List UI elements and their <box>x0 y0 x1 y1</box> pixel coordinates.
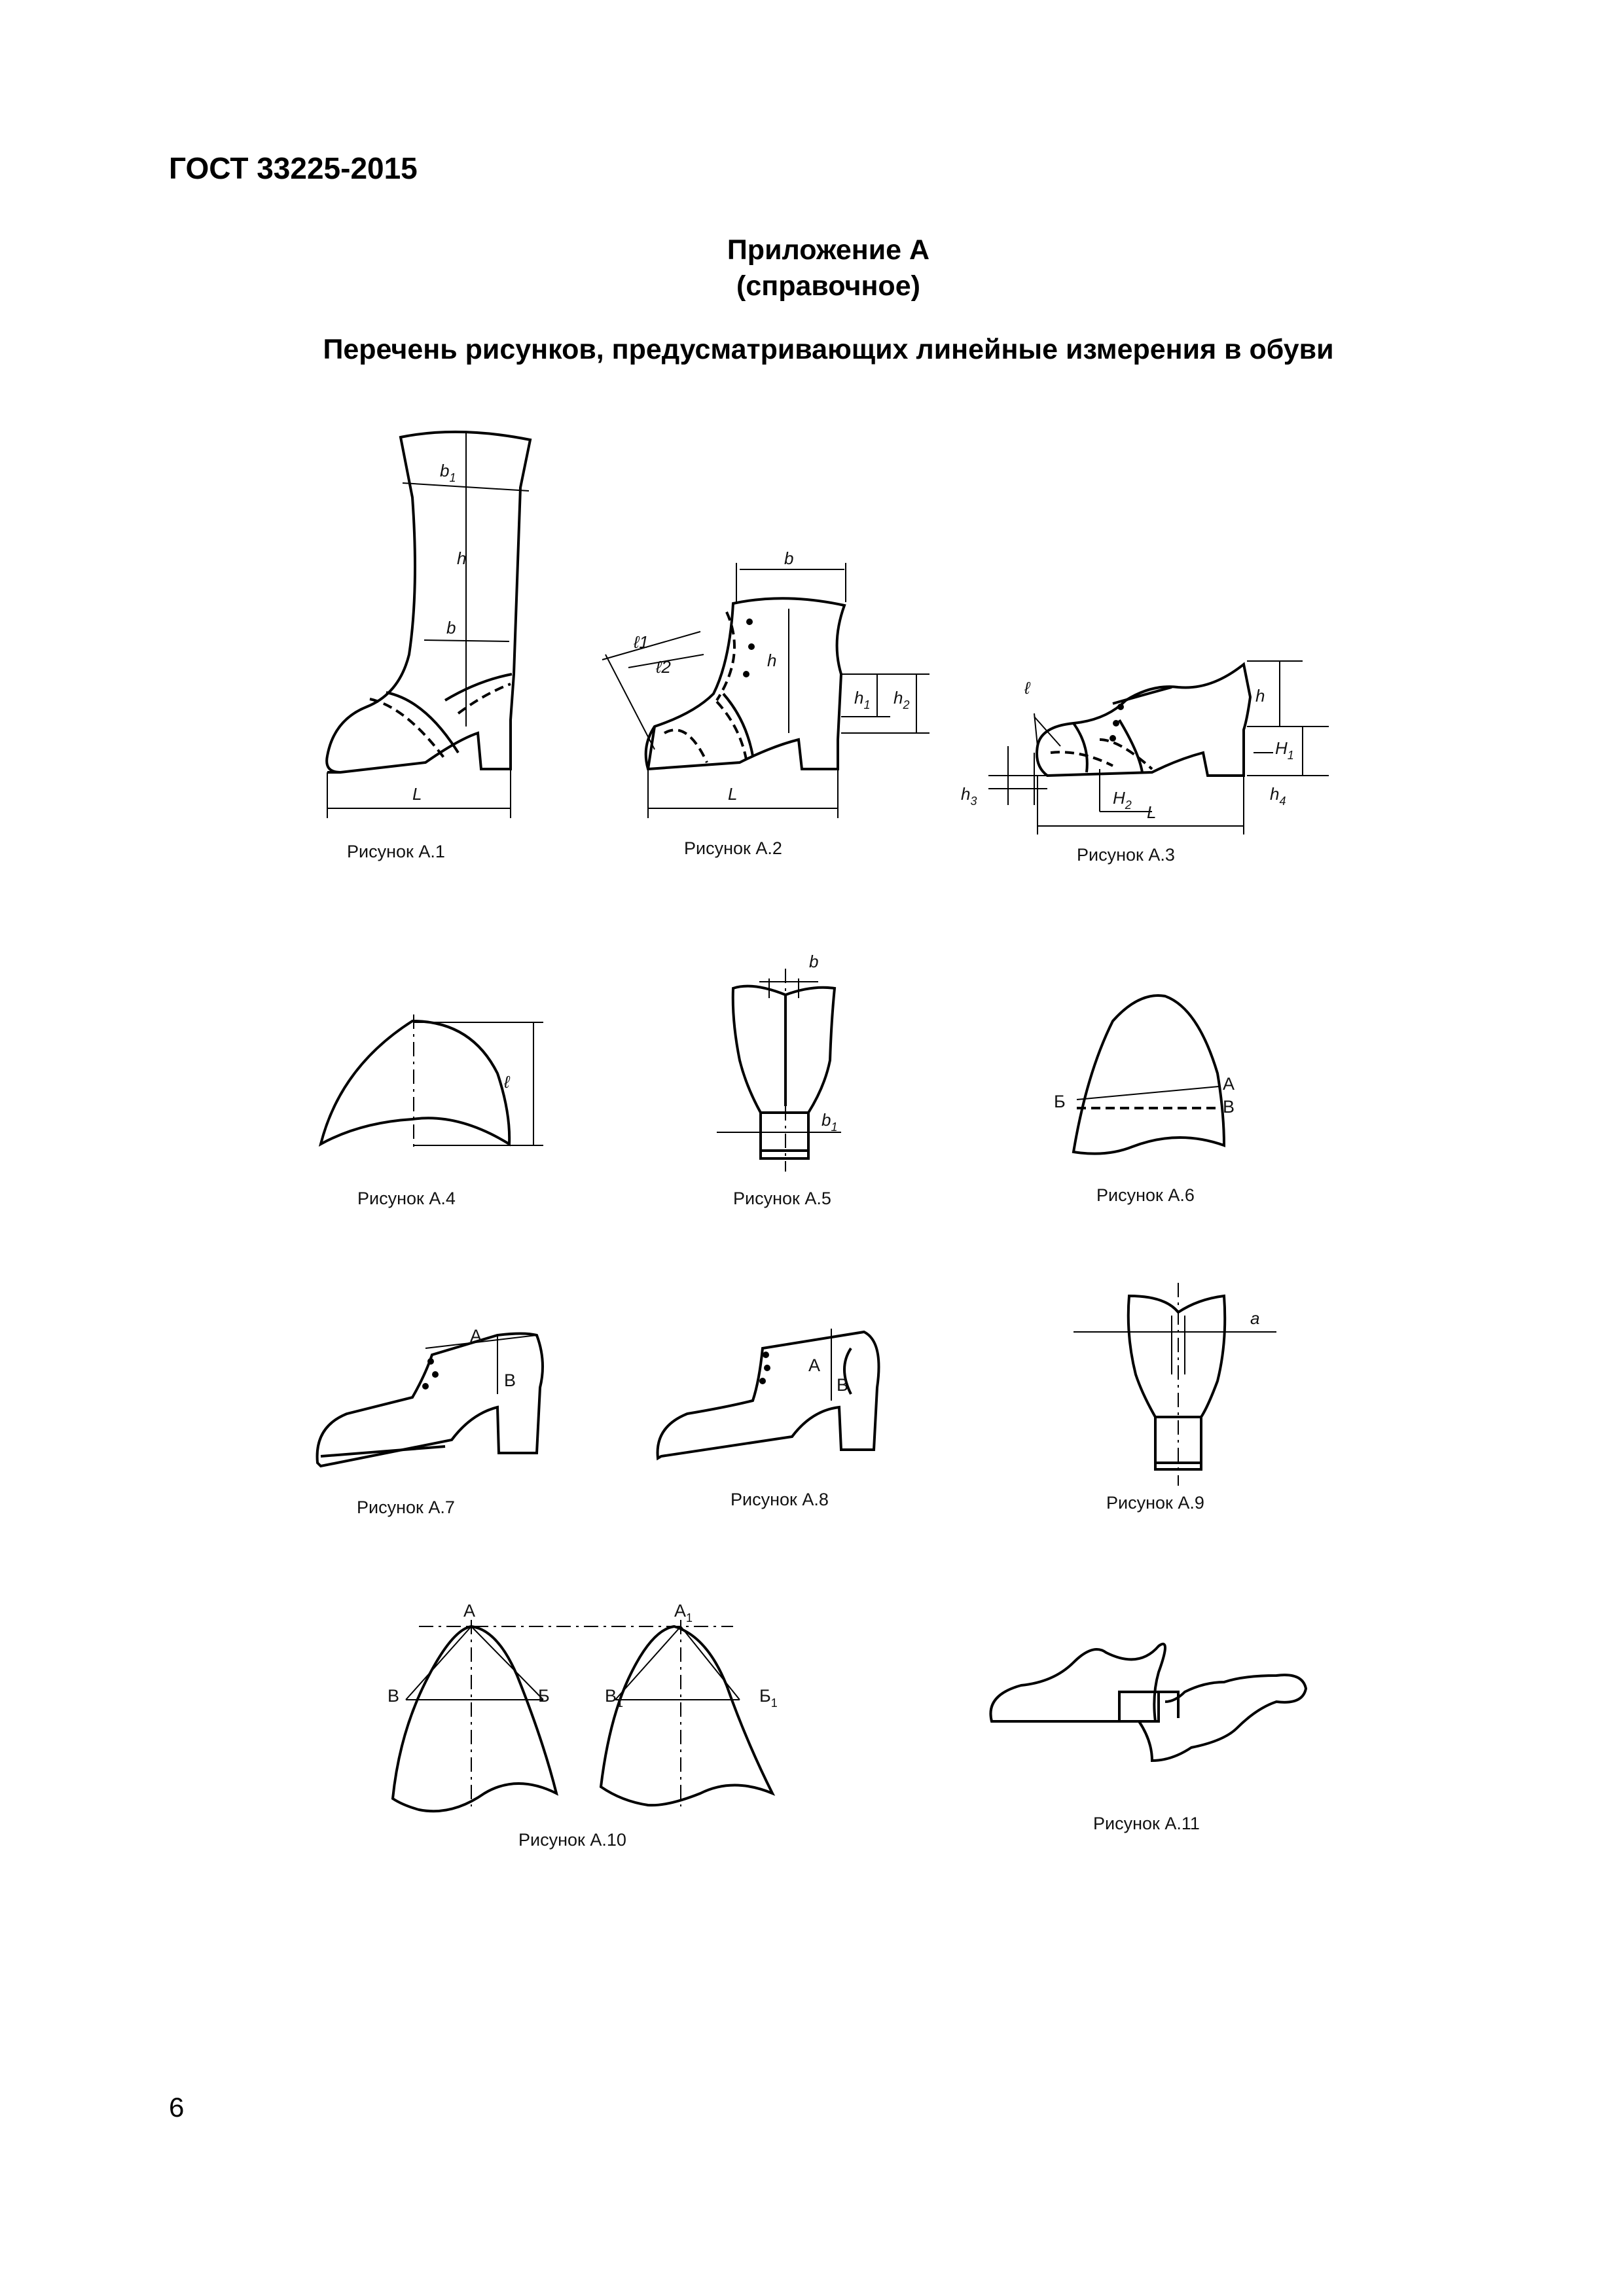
figure-a9-shaft <box>1074 1283 1276 1513</box>
a10-label-v: В <box>388 1686 400 1706</box>
a6-label-b-left: Б <box>1054 1092 1066 1111</box>
a3-label-L: L <box>1147 802 1157 822</box>
a3-label-H2: $H_2$ <box>1113 788 1132 812</box>
a10-label-b1: $Б_1$ <box>759 1686 778 1710</box>
a6-label-v: В <box>1223 1097 1235 1117</box>
annex-subtitle: (справочное) <box>736 270 920 302</box>
a5-caption: Рисунок А.5 <box>733 1189 831 1208</box>
a2-label-l1: ℓ1 <box>634 632 649 652</box>
a5-label-b: b <box>809 952 819 971</box>
a9-caption: Рисунок А.9 <box>1106 1493 1204 1513</box>
a6-caption: Рисунок А.6 <box>1096 1185 1195 1205</box>
figure-a1-boot <box>327 432 530 861</box>
a7-caption: Рисунок А.7 <box>357 1498 455 1517</box>
a3-label-h3: $h_3$ <box>961 784 977 808</box>
a8-label-v: В <box>837 1375 849 1395</box>
figure-a10-vamps <box>388 1601 778 1850</box>
a1-label-b1: $b_1$ <box>440 461 456 484</box>
a10-label-b: Б <box>538 1686 550 1706</box>
a10-label-v1: $В_1$ <box>605 1686 624 1710</box>
a3-label-l: ℓ <box>1024 678 1030 698</box>
figure-a11-pieces <box>990 1644 1306 1833</box>
a2-label-L: L <box>728 784 738 804</box>
a2-caption: Рисунок А.2 <box>684 838 782 858</box>
a9-label-a: a <box>1250 1308 1260 1328</box>
a4-label-l: ℓ <box>504 1072 510 1092</box>
a1-label-L: L <box>412 784 422 804</box>
figure-a6-vamp <box>1054 996 1235 1205</box>
a8-caption: Рисунок А.8 <box>731 1490 829 1509</box>
a4-caption: Рисунок А.4 <box>357 1189 456 1208</box>
a5-label-b1: $b_1$ <box>821 1110 838 1134</box>
a2-label-h2: $h_2$ <box>893 688 910 711</box>
a1-label-h: h <box>457 548 467 568</box>
a10-caption: Рисунок А.10 <box>518 1830 626 1850</box>
a2-label-h: h <box>767 651 777 670</box>
a11-caption: Рисунок А.11 <box>1093 1814 1200 1833</box>
a7-label-a: А <box>470 1326 482 1346</box>
annex-title: Приложение А <box>727 234 930 266</box>
figure-a7-shoe <box>317 1326 543 1517</box>
a6-label-a: А <box>1223 1074 1235 1094</box>
a3-caption: Рисунок А.3 <box>1077 845 1175 865</box>
figure-a2-ankle-boot <box>602 548 929 858</box>
figure-a3-shoe <box>961 661 1329 865</box>
a1-label-b: b <box>446 618 456 637</box>
document-code: ГОСТ 33225-2015 <box>169 151 418 185</box>
a10-label-a1: $А_1$ <box>674 1601 693 1624</box>
figure-a8-shoe <box>658 1329 879 1509</box>
a2-label-h1: $h_1$ <box>854 688 871 711</box>
figure-a5-shaft <box>717 952 841 1208</box>
page-number: 6 <box>169 2092 185 2123</box>
a1-caption: Рисунок А.1 <box>347 842 445 861</box>
a2-label-l2: ℓ2 <box>656 657 671 677</box>
figure-a4-toe-cap <box>321 1014 543 1208</box>
a8-label-a: А <box>808 1355 821 1375</box>
a3-label-h4: $h_4$ <box>1270 784 1286 808</box>
a7-label-v: В <box>504 1371 516 1390</box>
a10-label-a: А <box>463 1601 476 1621</box>
a2-label-b: b <box>784 548 794 568</box>
figure-list-title: Перечень рисунков, предусматривающих линейные измерения в обуви <box>323 334 1334 365</box>
a3-label-H1: $H_1$ <box>1275 738 1294 762</box>
a3-label-h: h <box>1255 686 1265 706</box>
